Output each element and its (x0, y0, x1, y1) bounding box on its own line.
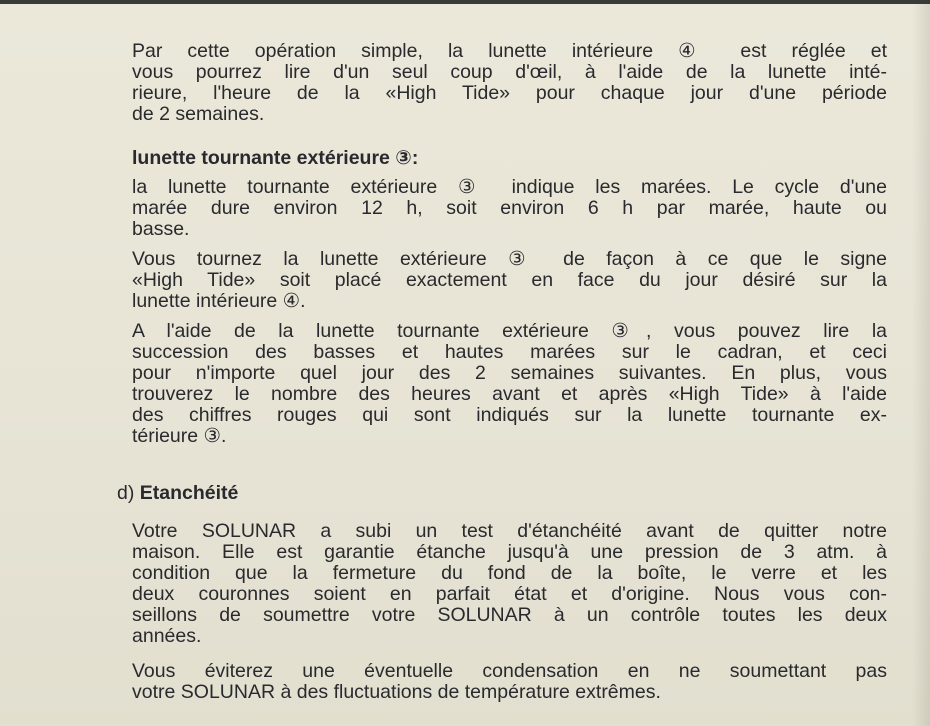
text-line: vous pourrez lire d'un seul coup d'œil, à l'aide de la lunette inté- (132, 61, 887, 83)
paragraph-rotate-bezel (132, 249, 887, 312)
text-line: lunette intérieure ④. (132, 290, 306, 312)
text-line: des chiffres rouges qui sont indiqués sur la lunette tournante ex- (132, 404, 887, 426)
text-line: térieure ③. (132, 425, 227, 447)
text-line: seillons de soumettre votre SOLUNAR à un contrôle toutes les deux (132, 604, 887, 626)
text-line: la lunette tournante extérieure ③ indique les marées. Le cycle d'une (132, 176, 887, 198)
text-line: basse. (132, 218, 190, 240)
heading-outer-bezel: lunette tournante extérieure ③: (132, 147, 419, 169)
paragraph-inner-bezel-result (132, 41, 887, 125)
text-line: pour n'importe quel jour des 2 semaines suivantes. En plus, vous (132, 362, 887, 384)
text-line: Vous éviterez une éventuelle condensation en ne soumettant pas (132, 660, 887, 682)
text-line: A l'aide de la lunette tournante extérieure ③, vous pouvez lire la (132, 320, 887, 342)
section-title: Etanchéité (139, 482, 239, 504)
text-line: Votre SOLUNAR a subi un test d'étanchéité avant de quitter notre (132, 520, 887, 542)
text-line: années. (132, 625, 202, 647)
paragraph-read-tides (132, 321, 887, 447)
text-line: condition que la fermeture du fond de la boîte, le verre et les (132, 562, 887, 584)
text-line: Par cette opération simple, la lunette intérieure ④ est réglée et (132, 40, 887, 62)
section-heading-waterproof (117, 483, 238, 504)
text-line: «High Tide» soit placé exactement en face du jour désiré sur la (132, 269, 887, 291)
text-line: votre SOLUNAR à des fluctuations de température extrêmes. (132, 681, 661, 703)
text-line: Vous tournez la lunette extérieure ③ de façon à ce que le signe (132, 248, 887, 270)
paragraph-condensation (132, 661, 887, 703)
section-marker: d) (117, 482, 135, 504)
paragraph-tide-cycle (132, 177, 887, 240)
text-line: marée dure environ 12 h, soit environ 6 h par marée, haute ou (132, 197, 887, 219)
text-line: deux couronnes soient en parfait état et d'origine. Nous vous con- (132, 583, 887, 605)
text-line: maison. Elle est garantie étanche jusqu'à une pression de 3 atm. à (132, 541, 887, 563)
text-line: succession des basses et hautes marées sur le cadran, et ceci (132, 341, 887, 363)
text-line: trouverez le nombre des heures avant et après «High Tide» à l'aide (132, 383, 887, 405)
paragraph-water-test (132, 521, 887, 647)
text-line: de 2 semaines. (132, 103, 265, 125)
text-line: rieure, l'heure de la «High Tide» pour chaque jour d'une période (132, 82, 887, 104)
